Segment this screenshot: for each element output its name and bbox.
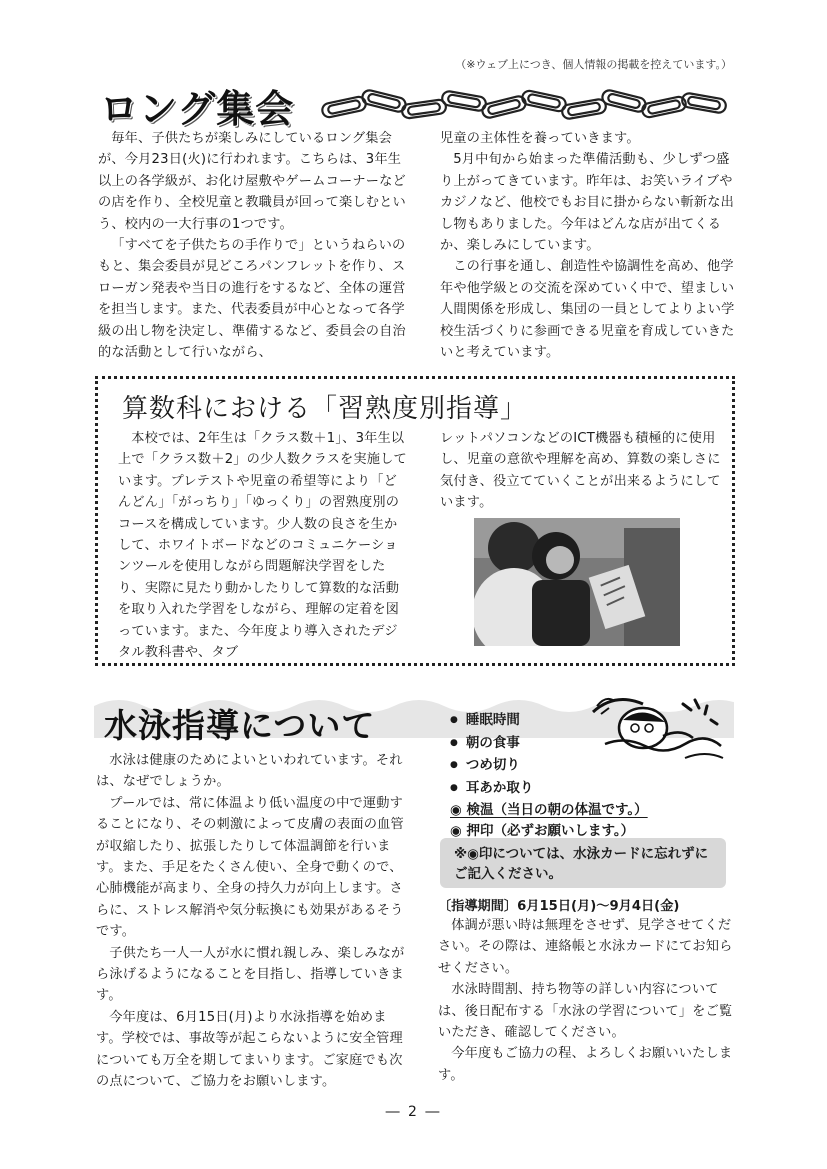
paragraph: 今年度もご協力の程、よろしくお願いいたします。 — [438, 1046, 733, 1083]
paragraph: 「すべてを子供たちの手作りで」というねらいのもと、集会委員が見どころパンフレットを作り、スローガン発表や当日の進行をするなど、全体の運営を担当します。また、代表委員が中心となって各学級の出し物を決定し、準備するなど、委員会の自治的な活動として行いながら、 — [98, 238, 406, 361]
page-number: ― 2 ― — [385, 1104, 442, 1120]
paragraph: 5月中旬から始まった準備活動も、少しずつ盛り上がってきています。昨年は、お笑いライブやカジノなど、他校でもお目に掛からない斬新な出し物もありました。今年はどんな店が出てくるか、楽しみにしています。 — [440, 152, 734, 254]
paragraph: 水泳時間割、持ち物等の詳しい内容については、後日配布する「水泳の学習について」をご覧いただき、確認してください。 — [438, 982, 733, 1041]
paragraph: この行事を通し、創造性や協調性を高め、他学年や他学級との交流を深めていく中で、望ましい人間関係を形成し、集団の一員としてよりよい学校生活づくりに参画できる児童を育成していきたいと考えています。 — [440, 259, 735, 361]
instruction-period: 〔指導期間〕6月15日(月)～9月4日(金) — [438, 899, 680, 914]
classroom-photo — [474, 518, 680, 646]
swimming-section-title: 水泳指導について — [104, 706, 376, 745]
paragraph: 体調が悪い時は無理をさせず、見学させてください。その際は、連絡帳と水泳カードにてお知らせください。 — [438, 918, 733, 976]
checklist-item-required: ◉ 検温（当日の朝の体温です。） — [450, 802, 648, 818]
privacy-notice: （※ウェブ上につき、個人情報の掲載を控えています。） — [455, 58, 732, 71]
paperclip-chain-decoration — [318, 84, 738, 124]
math-right-column — [440, 428, 724, 514]
paragraph: 本校では、2年生は「クラス数＋1」、3年生以上で「クラス数＋2」の少人数クラスを実施しています。プレテストや児童の希望等により「どんどん」「がっちり」「ゆっくり」の習熟度別のコースを構成しています。少人数の良さを生かして、ホワイトボードなどのコミュニケーションツールを使用しながら問題解決学習をしたり、実際に見たり動かしたりして算数的な活動を取り入れた学習をしながら、理解の定着を図っています。また、今年度より導入されたデジタル教科書や、タブ — [118, 431, 407, 661]
long-assembly-right-column — [440, 128, 740, 363]
checklist-item: ● 睡眠時間 — [450, 710, 648, 733]
paragraph: プールでは、常に体温より低い温度の中で運動することになり、その刺激によって皮膚の表面の血管が収縮したり、拡張したりして体温調節を行います。また、手足をたくさん使い、全身で動くので、心肺機能が高まり、全身の持久力が向上します。さらに、ストレス解消や気分転換にも効果があるそうです。 — [96, 795, 404, 940]
paragraph: 児童の主体性を養っていきます。 — [440, 131, 640, 146]
paragraph: 水泳は健康のためによいといわれています。それは、なぜでしょうか。 — [96, 753, 403, 790]
swimming-left-column — [96, 750, 406, 1093]
swimming-checklist — [450, 710, 648, 841]
swimming-right-column — [438, 915, 740, 1086]
checklist-item-required: ◉ 押印（必ずお願いします。） — [450, 822, 635, 839]
long-assembly-left-column — [98, 128, 414, 363]
math-section-title: 算数科における「習熟度別指導」 — [122, 394, 528, 424]
checklist-item: ● つめ切り — [450, 755, 648, 778]
checklist-item: ● 朝の食事 — [450, 733, 648, 756]
paragraph: 毎年、子供たちが楽しみにしているロング集会が、今月23日(火)に行われます。こちらは、3年生以上の各学級が、お化け屋敷やゲームコーナーなどの店を作り、全校児童と教職員が回って楽しむという、校内の一大行事の1つです。 — [98, 131, 406, 232]
paragraph: 今年度は、6月15日(月)より水泳指導を始めます。学校では、事故等が起こらないように安全管理についても万全を期してまいります。ご家庭でも次の点について、ご協力をお願いします。 — [96, 1009, 403, 1090]
paragraph: レットパソコンなどのICT機器も積極的に使用し、児童の意欲や理解を高め、算数の楽しさに気付き、役立てていくことが出来るようにしています。 — [440, 431, 721, 511]
swim-card-note: ※◉印については、水泳カードに忘れずにご記入ください。 — [440, 838, 726, 888]
math-left-column — [118, 428, 408, 663]
paragraph: 子供たち一人一人が水に慣れ親しみ、楽しみながら泳げるようになることを目指し、指導していきます。 — [96, 945, 405, 1004]
checklist-item: ● 耳あか取り — [450, 778, 648, 801]
long-assembly-title: ロング集会 — [100, 87, 295, 131]
